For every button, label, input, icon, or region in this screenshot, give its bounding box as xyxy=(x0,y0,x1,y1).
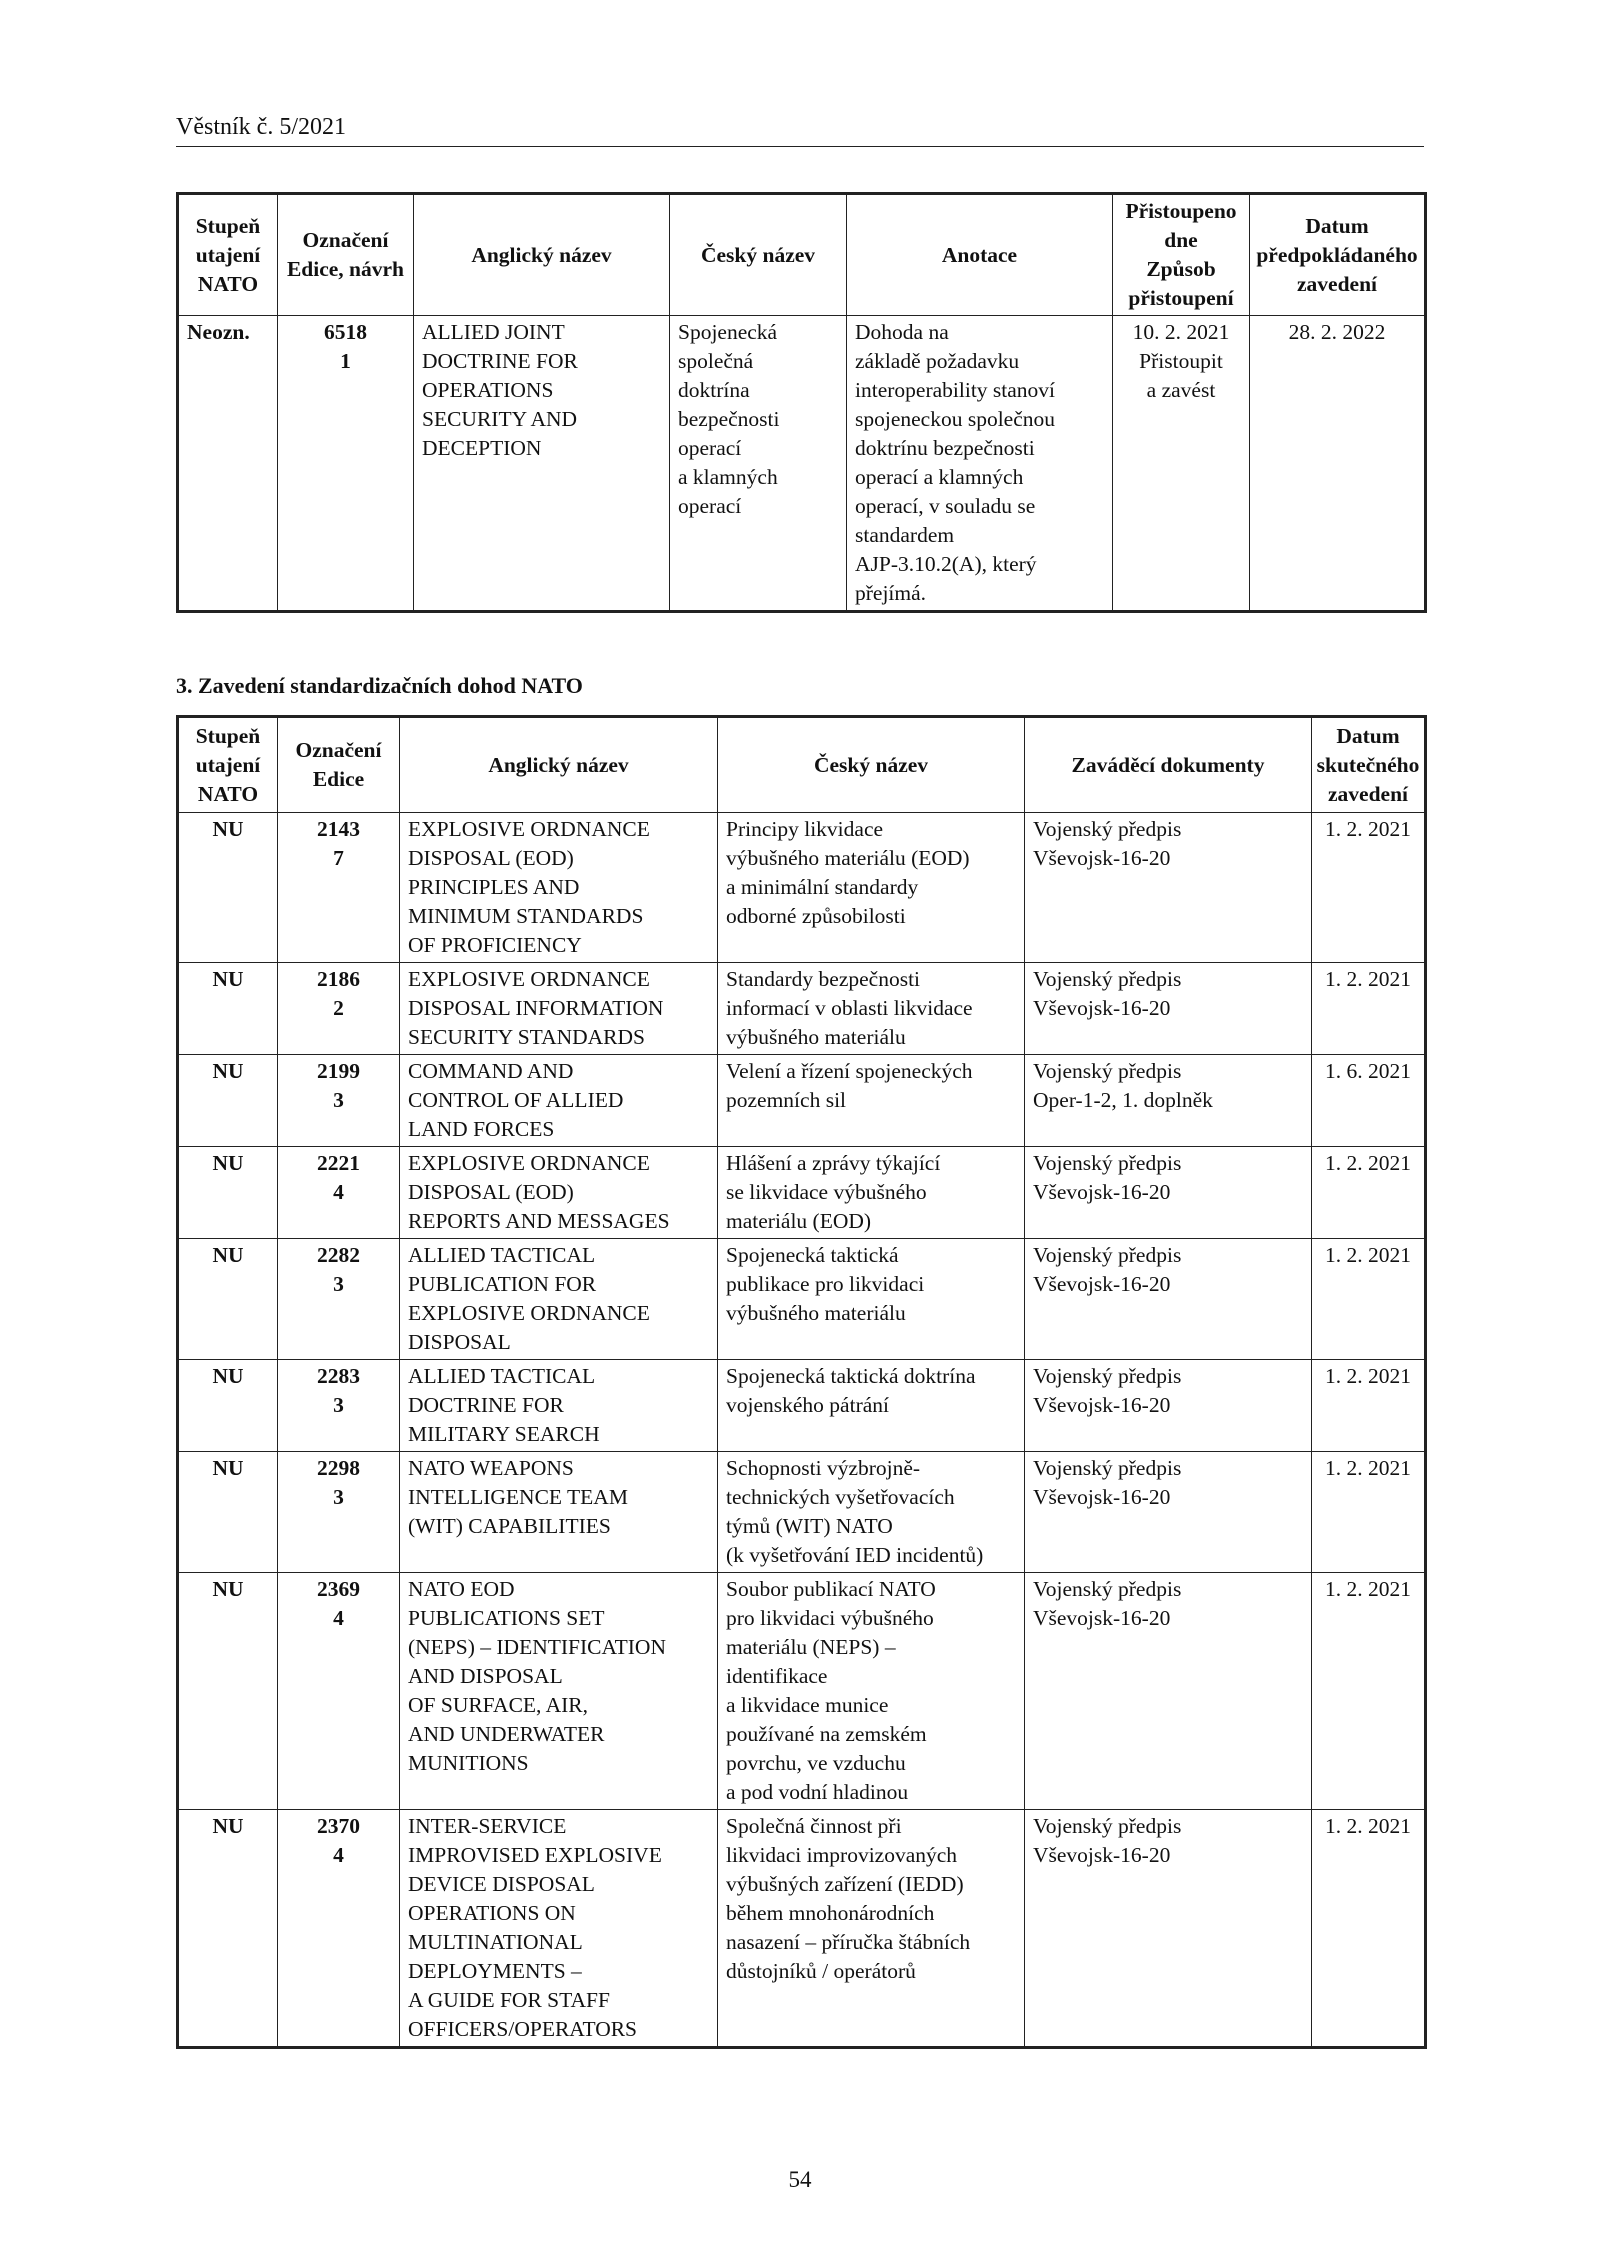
cell-level: Neozn. xyxy=(178,316,278,612)
cell-docs: Vojenský předpis Vševojsk-16-20 xyxy=(1025,1573,1312,1810)
header-title: Věstník č. 5/2021 xyxy=(176,114,346,140)
cell-english-title: ALLIED TACTICAL DOCTRINE FOR MILITARY SEARCH xyxy=(400,1360,718,1452)
col-header-czech: Český název xyxy=(670,194,847,316)
table2-header-row xyxy=(178,717,1426,813)
cell-english-title: EXPLOSIVE ORDNANCE DISPOSAL INFORMATION SECURITY STANDARDS xyxy=(400,963,718,1055)
cell-docs: Vojenský předpis Vševojsk-16-20 xyxy=(1025,1360,1312,1452)
col-header-joined: Přistoupeno dne Způsob přistoupení xyxy=(1113,194,1250,316)
col-header-date: Datum předpokládaného zavedení xyxy=(1250,194,1426,316)
table-row xyxy=(178,1573,1426,1810)
cell-level: NU xyxy=(178,1360,278,1452)
cell-designation: 2143 7 xyxy=(278,813,400,963)
cell-date: 1. 2. 2021 xyxy=(1312,1573,1426,1810)
col-header-designation: Označení Edice xyxy=(278,717,400,813)
cell-date: 1. 2. 2021 xyxy=(1312,1810,1426,2048)
table-row xyxy=(178,316,1426,612)
cell-designation: 2283 3 xyxy=(278,1360,400,1452)
cell-level: NU xyxy=(178,1452,278,1573)
cell-designation: 2199 3 xyxy=(278,1055,400,1147)
section-title: 3. Zavedení standardizačních dohod NATO xyxy=(176,673,583,698)
cell-czech-title: Schopnosti výzbrojně- technických vyšetřovacích týmů (WIT) NATO (k vyšetřování IED incidentů) xyxy=(718,1452,1025,1573)
cell-designation: 2370 4 xyxy=(278,1810,400,2048)
cell-designation: 2186 2 xyxy=(278,963,400,1055)
cell-date: 28. 2. 2022 xyxy=(1250,316,1426,612)
cell-date: 1. 2. 2021 xyxy=(1312,963,1426,1055)
cell-english-title: ALLIED TACTICAL PUBLICATION FOR EXPLOSIVE ORDNANCE DISPOSAL xyxy=(400,1239,718,1360)
cell-czech-title: Společná činnost při likvidaci improvizovaných výbušných zařízení (IEDD) během mnohonárodních nasazení – příručka štábních důstojníků / operátorů xyxy=(718,1810,1025,2048)
cell-czech-title: Standardy bezpečnosti informací v oblasti likvidace výbušného materiálu xyxy=(718,963,1025,1055)
col-header-designation: Označení Edice, návrh xyxy=(278,194,414,316)
cell-english-title: INTER-SERVICE IMPROVISED EXPLOSIVE DEVICE DISPOSAL OPERATIONS ON MULTINATIONAL DEPLOYMENTS – A GUIDE FOR STAFF OFFICERS/OPERATORS xyxy=(400,1810,718,2048)
cell-designation: 6518 1 xyxy=(278,316,414,612)
cell-level: NU xyxy=(178,813,278,963)
cell-czech-title: Soubor publikací NATO pro likvidaci výbušného materiálu (NEPS) – identifikace a likvidace munice používané na zemském povrchu, ve vzduchu a pod vodní hladinou xyxy=(718,1573,1025,1810)
col-header-annotation: Anotace xyxy=(847,194,1113,316)
cell-docs: Vojenský předpis Vševojsk-16-20 xyxy=(1025,1239,1312,1360)
cell-english-title: NATO EOD PUBLICATIONS SET (NEPS) – IDENTIFICATION AND DISPOSAL OF SURFACE, AIR, AND UNDERWATER MUNITIONS xyxy=(400,1573,718,1810)
cell-date: 1. 2. 2021 xyxy=(1312,1239,1426,1360)
table-row xyxy=(178,1239,1426,1360)
col-header-level: Stupeň utajení NATO xyxy=(178,194,278,316)
cell-docs: Vojenský předpis Vševojsk-16-20 xyxy=(1025,813,1312,963)
cell-designation: 2369 4 xyxy=(278,1573,400,1810)
cell-docs: Vojenský předpis Vševojsk-16-20 xyxy=(1025,1147,1312,1239)
table-row xyxy=(178,1810,1426,2048)
cell-czech-title: Spojenecká taktická doktrína vojenského pátrání xyxy=(718,1360,1025,1452)
cell-czech-title: Spojenecká taktická publikace pro likvidaci výbušného materiálu xyxy=(718,1239,1025,1360)
cell-date: 1. 2. 2021 xyxy=(1312,1360,1426,1452)
col-header-docs: Zaváděcí dokumenty xyxy=(1025,717,1312,813)
cell-english-title: NATO WEAPONS INTELLIGENCE TEAM (WIT) CAPABILITIES xyxy=(400,1452,718,1573)
cell-joined: 10. 2. 2021 Přistoupit a zavést xyxy=(1113,316,1250,612)
table-row xyxy=(178,1452,1426,1573)
cell-english-title: COMMAND AND CONTROL OF ALLIED LAND FORCES xyxy=(400,1055,718,1147)
cell-designation: 2298 3 xyxy=(278,1452,400,1573)
cell-designation: 2221 4 xyxy=(278,1147,400,1239)
cell-date: 1. 2. 2021 xyxy=(1312,813,1426,963)
cell-docs: Vojenský předpis Oper-1-2, 1. doplněk xyxy=(1025,1055,1312,1147)
cell-level: NU xyxy=(178,1147,278,1239)
cell-level: NU xyxy=(178,1055,278,1147)
cell-annotation: Dohoda na základě požadavku interoperability stanoví spojeneckou společnou doktrínu bezpečnosti operací a klamných operací, v souladu se standardem AJP-3.10.2(A), který přejímá. xyxy=(847,316,1113,612)
page-number: 54 xyxy=(788,2167,812,2192)
col-header-english: Anglický název xyxy=(414,194,670,316)
cell-czech-title: Velení a řízení spojeneckých pozemních sil xyxy=(718,1055,1025,1147)
table-row xyxy=(178,813,1426,963)
table-accession xyxy=(176,192,1427,613)
cell-docs: Vojenský předpis Vševojsk-16-20 xyxy=(1025,1452,1312,1573)
col-header-level: Stupeň utajení NATO xyxy=(178,717,278,813)
cell-docs: Vojenský předpis Vševojsk-16-20 xyxy=(1025,963,1312,1055)
table-row xyxy=(178,1147,1426,1239)
cell-czech-title: Hlášení a zprávy týkající se likvidace výbušného materiálu (EOD) xyxy=(718,1147,1025,1239)
cell-date: 1. 6. 2021 xyxy=(1312,1055,1426,1147)
cell-english-title: EXPLOSIVE ORDNANCE DISPOSAL (EOD) PRINCIPLES AND MINIMUM STANDARDS OF PROFICIENCY xyxy=(400,813,718,963)
table-row xyxy=(178,1360,1426,1452)
col-header-date: Datum skutečného zavedení xyxy=(1312,717,1426,813)
table-row xyxy=(178,963,1426,1055)
cell-level: NU xyxy=(178,963,278,1055)
table-row xyxy=(178,1055,1426,1147)
cell-date: 1. 2. 2021 xyxy=(1312,1452,1426,1573)
cell-english-title: ALLIED JOINT DOCTRINE FOR OPERATIONS SECURITY AND DECEPTION xyxy=(414,316,670,612)
cell-level: NU xyxy=(178,1810,278,2048)
cell-czech-title: Principy likvidace výbušného materiálu (EOD) a minimální standardy odborné způsobilosti xyxy=(718,813,1025,963)
table1-header-row xyxy=(178,194,1426,316)
table-standards xyxy=(176,715,1427,2049)
col-header-czech: Český název xyxy=(718,717,1025,813)
cell-date: 1. 2. 2021 xyxy=(1312,1147,1426,1239)
cell-level: NU xyxy=(178,1239,278,1360)
cell-level: NU xyxy=(178,1573,278,1810)
cell-english-title: EXPLOSIVE ORDNANCE DISPOSAL (EOD) REPORTS AND MESSAGES xyxy=(400,1147,718,1239)
page-header xyxy=(176,112,1424,147)
cell-designation: 2282 3 xyxy=(278,1239,400,1360)
col-header-english: Anglický název xyxy=(400,717,718,813)
cell-czech-title: Spojenecká společná doktrína bezpečnosti operací a klamných operací xyxy=(670,316,847,612)
cell-docs: Vojenský předpis Vševojsk-16-20 xyxy=(1025,1810,1312,2048)
